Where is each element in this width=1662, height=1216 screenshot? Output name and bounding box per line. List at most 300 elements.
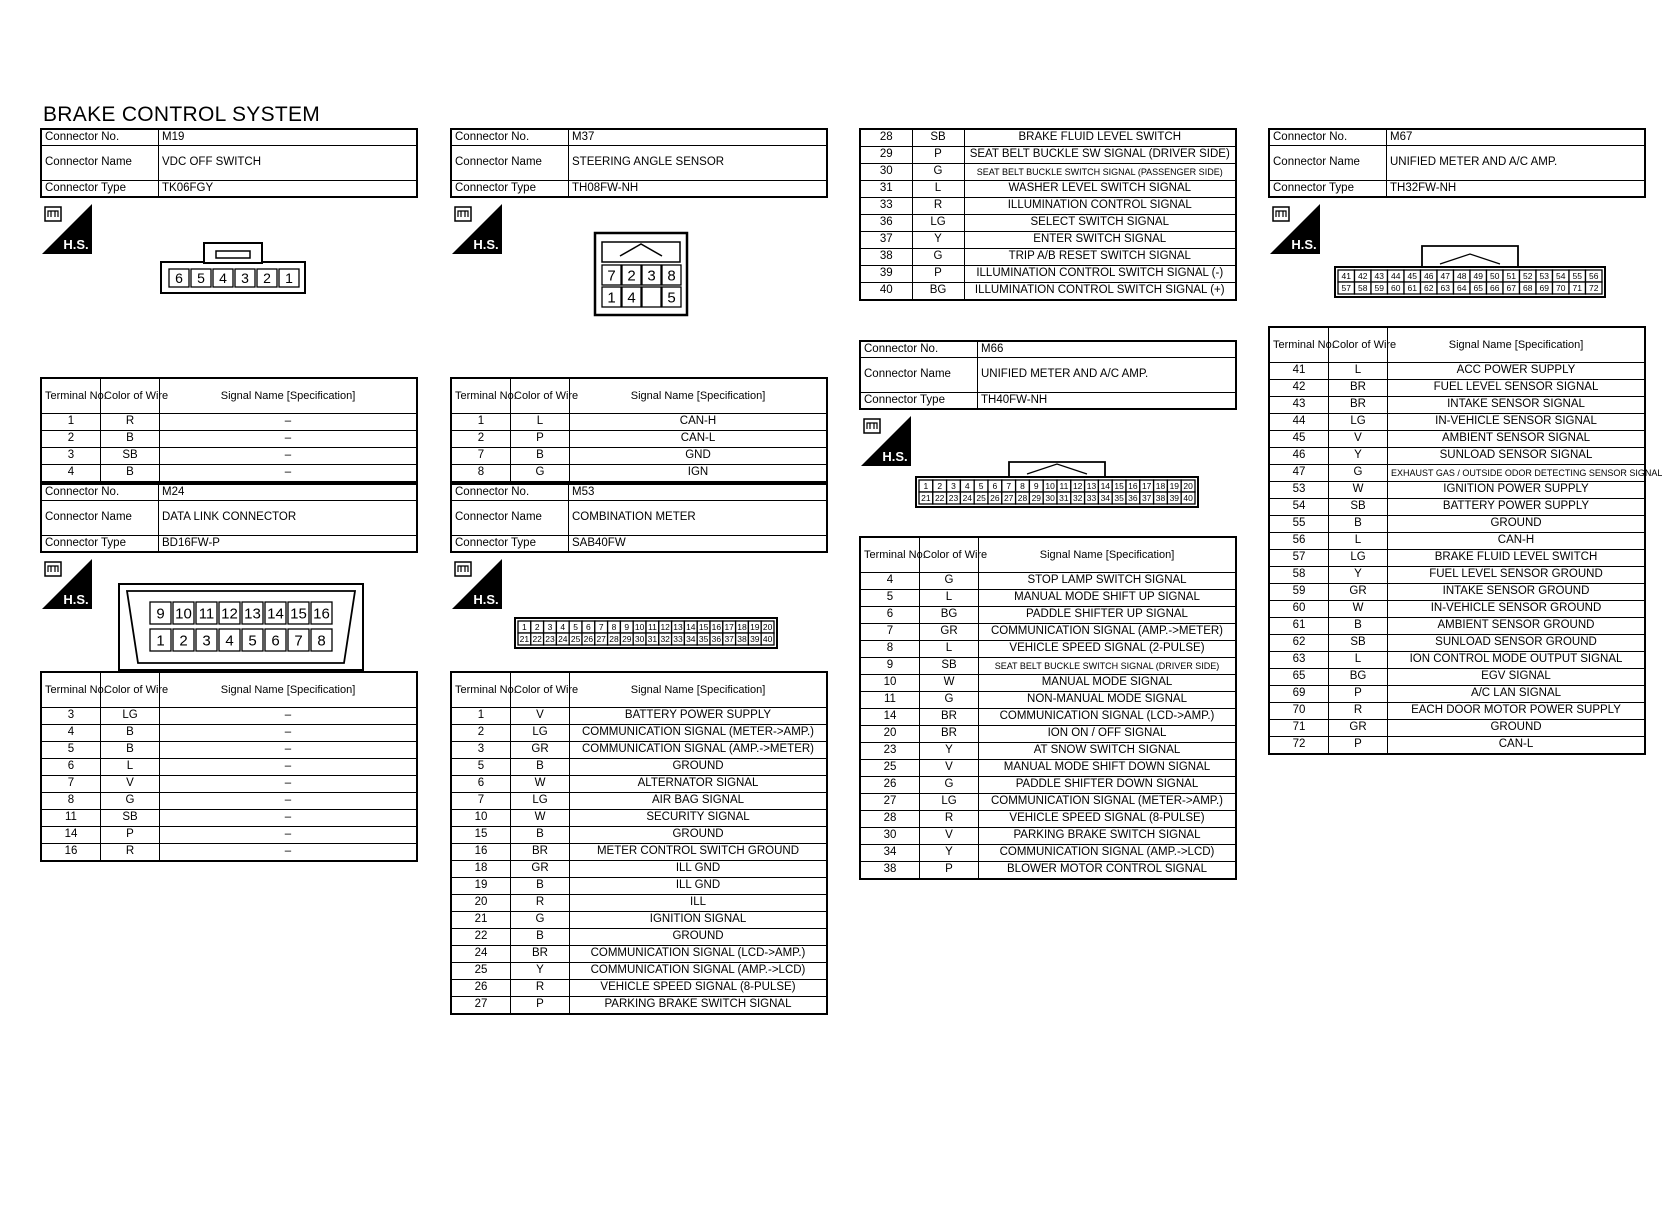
cell-signal: – [160,793,418,810]
pin-label: 56 [1589,271,1599,282]
cell-terminal: 4 [41,465,101,483]
pin-label: 15 [290,605,307,623]
pin-label: 13 [244,605,261,623]
table-row [1269,618,1645,635]
terminal-table-m19 [40,377,418,483]
cell-terminal: 1 [451,708,511,725]
table-row [860,215,1236,232]
pin-label: 69 [1539,283,1549,294]
cell-color: Y [920,845,979,862]
cell-signal: METER CONTROL SWITCH GROUND [570,844,828,861]
table-row [860,862,1236,880]
pin-label: 38 [737,634,747,645]
pin-label: 35 [698,634,709,645]
cell-terminal: 60 [1269,601,1329,618]
pin-label: 71 [1572,283,1582,294]
table-row [451,448,827,465]
pin-label: 65 [1473,283,1483,294]
cell-color: P [912,147,964,164]
cell-color: B [1329,618,1388,635]
cell-terminal: 30 [860,164,912,181]
table-row [1269,584,1645,601]
col-header-color: Color of Wire [101,672,160,708]
info-label: Connector No. [451,129,569,146]
pin-label: 33 [1086,493,1097,504]
table-row [1269,516,1645,533]
cell-terminal: 6 [41,759,101,776]
table-row [1269,533,1645,550]
cell-signal: GROUND [1388,720,1646,737]
table-row [41,448,417,465]
pin-label: 59 [1374,283,1384,294]
cell-color: B [101,742,160,759]
col-header-terminal: Terminal No. [860,537,920,573]
cell-signal: – [160,708,418,725]
info-value-no: M37 [569,129,828,146]
col-header-color: Color of Wire [1329,327,1388,363]
pin-label: 1 [156,632,165,650]
cell-terminal: 26 [860,777,920,794]
cell-terminal: 14 [860,709,920,726]
cell-signal: ENTER SWITCH SIGNAL [964,232,1236,249]
table-row [1269,703,1645,720]
pin-label: 11 [198,605,215,623]
cell-terminal: 44 [1269,414,1329,431]
pin-label: 18 [737,622,747,633]
cell-terminal: 59 [1269,584,1329,601]
harness-side-icon [42,559,92,609]
cell-terminal: 7 [451,793,511,810]
pin-label: 31 [647,634,658,645]
cell-terminal: 1 [41,414,101,431]
pin-label: 3 [647,267,656,285]
cell-color: V [511,708,570,725]
pin-label: 16 [711,622,722,633]
pin-label: 14 [686,622,696,633]
table-row [860,590,1236,607]
table-row [1269,550,1645,567]
cell-signal: GROUND [570,929,828,946]
cell-color: B [101,431,160,448]
pin-label: 55 [1572,271,1582,282]
info-value-name: STEERING ANGLE SENSOR [569,146,828,181]
pin-label: 28 [609,634,619,645]
cell-color: BG [1329,669,1388,686]
cell-color: L [101,759,160,776]
pin-label: 3 [202,632,211,650]
cell-color: BG [912,283,964,301]
cell-terminal: 4 [41,725,101,742]
pin-label: 44 [1391,271,1401,282]
cell-color: R [511,980,570,997]
cell-terminal: 1 [451,414,511,431]
cell-signal: – [160,448,418,465]
pin-label: 34 [686,634,696,645]
cell-terminal: 15 [451,827,511,844]
table-row [1269,720,1645,737]
cell-terminal: 14 [41,827,101,844]
connector-m67-diagram [1334,244,1606,298]
info-value-no: M24 [159,484,418,501]
terminal-table-m37 [450,377,828,483]
cell-signal: COMMUNICATION SIGNAL (LCD->AMP.) [979,709,1237,726]
pin-label: 35 [1114,493,1124,504]
cell-terminal: 26 [451,980,511,997]
cell-color: LG [511,793,570,810]
harness-side-icon [42,204,92,254]
pin-label: 36 [1128,493,1138,504]
col-header-signal: Signal Name [Specification] [570,378,828,414]
cell-terminal: 45 [1269,431,1329,448]
pin-label: 48 [1457,271,1467,282]
cell-color: SB [912,129,964,147]
pin-label: 26 [583,634,594,645]
pin-label: 34 [1100,493,1111,504]
cell-signal: BATTERY POWER SUPPLY [570,708,828,725]
pin-label: 8 [1020,481,1025,492]
pin-label: 2 [627,267,636,285]
pin-label: 17 [1141,481,1152,492]
table-row [860,607,1236,624]
pin-label: 40 [762,634,773,645]
table-row [1269,363,1645,380]
info-label: Connector Name [41,146,159,181]
cell-color: SB [1329,635,1388,652]
cell-terminal: 57 [1269,550,1329,567]
table-row [451,431,827,448]
cell-terminal: 2 [451,725,511,742]
cell-signal: MANUAL MODE SHIFT UP SIGNAL [979,590,1237,607]
pin-label: 31 [1059,493,1069,504]
cell-color: L [920,590,979,607]
cell-signal: VEHICLE SPEED SIGNAL (8-PULSE) [979,811,1237,828]
cell-color: B [511,878,570,895]
cell-signal: ALTERNATOR SIGNAL [570,776,828,793]
col-header-signal: Signal Name [Specification] [160,378,418,414]
info-value-name: VDC OFF SWITCH [159,146,418,181]
pin-label: 2 [179,632,188,650]
cell-color: SB [101,810,160,827]
cell-signal: COMMUNICATION SIGNAL (AMP.->LCD) [979,845,1237,862]
table-row [860,709,1236,726]
cell-color: Y [912,232,964,249]
info-label: Connector Type [451,536,569,553]
table-row [860,147,1236,164]
harness-side-icon [452,559,502,609]
cell-color: B [511,448,570,465]
cell-signal: CAN-H [570,414,828,431]
hs-label: H.S. [63,592,89,607]
pin-label: 10 [175,605,192,623]
cell-color: Y [920,743,979,760]
terminal-table-m24 [40,671,418,862]
pin-label: 16 [1128,481,1138,492]
cell-color: R [511,895,570,912]
cell-signal: ILL GND [570,861,828,878]
cell-terminal: 56 [1269,533,1329,550]
cell-color: B [101,725,160,742]
cell-signal: PARKING BRAKE SWITCH SIGNAL [570,997,828,1015]
cell-signal: CAN-H [1388,533,1646,550]
pin-label: 9 [156,605,165,623]
info-value-name: UNIFIED METER AND A/C AMP. [978,358,1237,393]
info-label: Connector No. [41,484,159,501]
cell-color: BG [920,607,979,624]
pin-label: 2 [937,481,943,492]
pin-label: 7 [294,632,303,650]
pin-label: 9 [1033,481,1039,492]
connector-info-m37 [450,128,828,198]
cell-signal: – [160,431,418,448]
cell-signal: COMMUNICATION SIGNAL (METER->AMP.) [570,725,828,742]
cell-terminal: 6 [860,607,920,624]
page-title: BRAKE CONTROL SYSTEM [43,103,321,126]
pin-label: 5 [248,632,257,650]
table-row [860,573,1236,590]
info-label: Connector Type [41,536,159,553]
col-header-signal: Signal Name [Specification] [979,537,1237,573]
pin-label: 32 [1072,493,1083,504]
pin-label: 1 [607,289,616,307]
table-row [1269,686,1645,703]
cell-terminal: 16 [451,844,511,861]
cell-terminal: 42 [1269,380,1329,397]
cell-color: SB [1329,499,1388,516]
cell-color: P [511,997,570,1015]
cell-signal: AMBIENT SENSOR SIGNAL [1388,431,1646,448]
connector-info-m67 [1268,128,1646,198]
cell-terminal: 25 [860,760,920,777]
cell-color: G [1329,465,1388,482]
col-header-signal: Signal Name [Specification] [570,672,828,708]
cell-signal: SEAT BELT BUCKLE SW SIGNAL (DRIVER SIDE) [964,147,1236,164]
cell-color: P [1329,686,1388,703]
table-row [41,465,417,483]
connector-m53-diagram [514,617,778,649]
cell-color: R [1329,703,1388,720]
pin-label: 3 [241,270,249,287]
pin-label: 21 [519,634,530,645]
info-value-type: BD16FW-P [159,536,418,553]
cell-signal: STOP LAMP SWITCH SIGNAL [979,573,1237,590]
cell-terminal: 5 [860,590,920,607]
pin-label: 19 [1169,481,1180,492]
pin-label: 3 [951,481,956,492]
cell-signal: ION CONTROL MODE OUTPUT SIGNAL [1388,652,1646,669]
cell-terminal: 8 [41,793,101,810]
cell-color: LG [1329,550,1388,567]
cell-color: LG [1329,414,1388,431]
cell-color: P [511,431,570,448]
cell-color: B [101,465,160,483]
cell-terminal: 53 [1269,482,1329,499]
pin-label: 53 [1539,271,1549,282]
cell-terminal: 27 [451,997,511,1015]
cell-signal: TRIP A/B RESET SWITCH SIGNAL [964,249,1236,266]
table-row [41,725,417,742]
cell-signal: SUNLOAD SENSOR GROUND [1388,635,1646,652]
info-value-no: M66 [978,341,1237,358]
pin-label: 37 [724,634,734,645]
pin-label: 72 [1589,283,1599,294]
cell-signal: COMMUNICATION SIGNAL (LCD->AMP.) [570,946,828,963]
pin-label: 24 [962,493,973,504]
cell-signal: INTAKE SENSOR SIGNAL [1388,397,1646,414]
cell-color: V [920,828,979,845]
table-row [451,878,827,895]
cell-terminal: 2 [41,431,101,448]
pin-label: 37 [1141,493,1152,504]
info-value-type: TK06FGY [159,181,418,198]
pin-label: 45 [1407,271,1417,282]
table-row [451,946,827,963]
cell-signal: – [160,827,418,844]
cell-terminal: 29 [860,147,912,164]
pin-label: 22 [532,634,542,645]
pin-label: 30 [634,634,645,645]
cell-color: G [511,465,570,483]
table-row [860,283,1236,301]
cell-signal: PARKING BRAKE SWITCH SIGNAL [979,828,1237,845]
col-header-color: Color of Wire [920,537,979,573]
pin-label: 38 [1155,493,1166,504]
pin-label: 50 [1490,271,1500,282]
cell-color: W [1329,482,1388,499]
table-row [1269,499,1645,516]
connector-info-m53 [450,483,828,553]
pin-label: 8 [667,267,676,285]
cell-terminal: 11 [860,692,920,709]
table-row [860,845,1236,862]
cell-terminal: 20 [860,726,920,743]
pin-label: 6 [992,481,998,492]
table-row [451,929,827,946]
pin-label: 27 [596,634,606,645]
cell-signal: IN-VEHICLE SENSOR SIGNAL [1388,414,1646,431]
cell-signal: – [160,742,418,759]
table-row [1269,567,1645,584]
pin-label: 43 [1374,271,1384,282]
pin-label: 57 [1341,283,1351,294]
cell-color: L [1329,363,1388,380]
cell-color: LG [912,215,964,232]
connector-m66-diagram [915,460,1199,508]
pin-label: 62 [1424,283,1434,294]
info-label: Connector Type [1269,181,1387,198]
connector-info-m19 [40,128,418,198]
cell-color: P [920,862,979,880]
info-value-name: COMBINATION METER [569,501,828,536]
connector-info-m66 [859,340,1237,410]
pin-label: 23 [948,493,959,504]
table-row [860,232,1236,249]
cell-signal: IGNITION POWER SUPPLY [1388,482,1646,499]
table-row [451,759,827,776]
cell-terminal: 7 [860,624,920,641]
table-row [860,658,1236,675]
hs-label: H.S. [473,237,499,252]
cell-signal: – [160,725,418,742]
cell-signal: – [160,414,418,431]
cell-color: R [101,414,160,431]
col-header-signal: Signal Name [Specification] [160,672,418,708]
cell-signal: VEHICLE SPEED SIGNAL (8-PULSE) [570,980,828,997]
cell-signal: FUEL LEVEL SENSOR SIGNAL [1388,380,1646,397]
cell-terminal: 7 [451,448,511,465]
pin-label: 36 [711,634,722,645]
pin-label: 8 [611,622,617,633]
pin-label: 4 [627,289,636,307]
cell-color: BR [1329,397,1388,414]
cell-color: R [912,198,964,215]
table-row [1269,737,1645,755]
cell-signal: EACH DOOR MOTOR POWER SUPPLY [1388,703,1646,720]
cell-color: G [920,777,979,794]
table-row [860,726,1236,743]
cell-color: V [101,776,160,793]
cell-terminal: 61 [1269,618,1329,635]
cell-signal: – [160,776,418,793]
table-row [41,810,417,827]
cell-color: G [912,164,964,181]
connector-info-m24 [40,483,418,553]
info-value-no: M19 [159,129,418,146]
cell-terminal: 3 [41,708,101,725]
terminal-table-m67 [1268,326,1662,755]
table-row [860,828,1236,845]
cell-terminal: 28 [860,129,912,147]
info-label: Connector Type [860,393,978,410]
pin-label: 67 [1506,283,1516,294]
table-row [1269,448,1645,465]
cell-terminal: 54 [1269,499,1329,516]
cell-terminal: 11 [41,810,101,827]
table-row [860,164,1236,181]
cell-terminal: 31 [860,181,912,198]
pin-label: 32 [660,634,670,645]
pin-label: 11 [647,622,657,633]
pin-label: 15 [1114,481,1124,492]
pin-label: 4 [225,632,234,650]
cell-signal: CAN-L [570,431,828,448]
info-label: Connector No. [1269,129,1387,146]
pin-label: 3 [547,622,553,633]
pin-label: 28 [1017,493,1028,504]
table-row [860,624,1236,641]
pin-label: 4 [964,481,970,492]
cell-color: G [511,912,570,929]
cell-color: BR [920,709,979,726]
cell-color: B [511,759,570,776]
cell-color: V [1329,431,1388,448]
pin-label: 15 [698,622,709,633]
table-row [451,895,827,912]
cell-signal: BRAKE FLUID LEVEL SWITCH [964,129,1236,147]
info-value-type: TH40FW-NH [978,393,1237,410]
info-label: Connector No. [41,129,159,146]
cell-signal: IGN [570,465,828,483]
cell-color: G [920,573,979,590]
table-row [451,980,827,997]
pin-label: 11 [1059,481,1069,492]
pin-label: 7 [607,267,616,285]
cell-signal: – [160,759,418,776]
cell-signal: GROUND [570,759,828,776]
table-row [451,725,827,742]
table-row [1269,397,1645,414]
pin-label: 40 [1183,493,1193,504]
cell-signal: ION ON / OFF SIGNAL [979,726,1237,743]
